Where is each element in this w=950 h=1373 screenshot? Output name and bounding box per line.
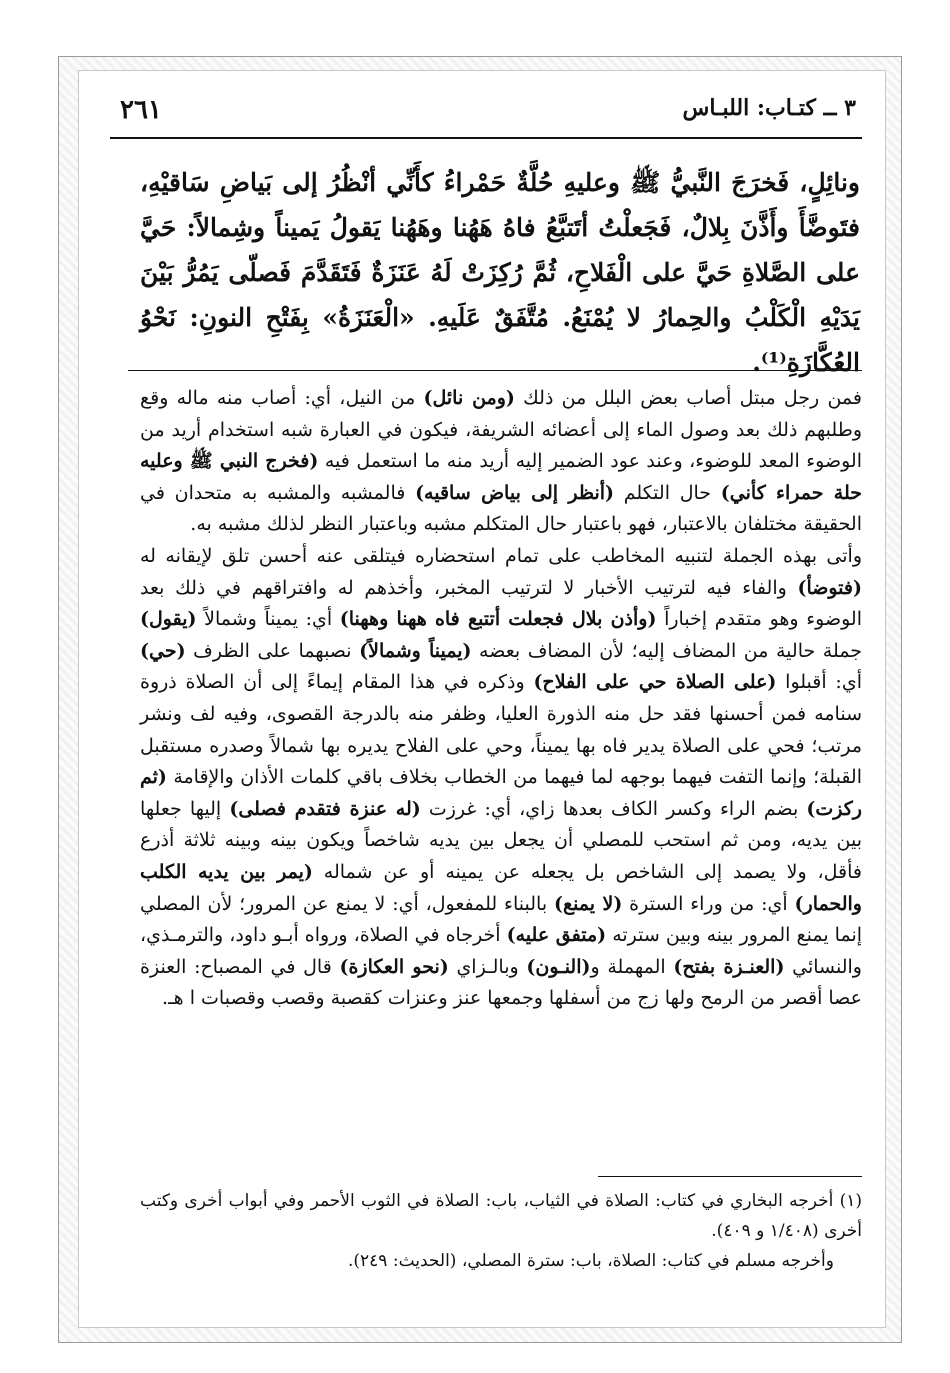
quoted-phrase: (على الصلاة حي على الفلاح)	[533, 671, 777, 694]
page-number: ٢٦١	[120, 95, 162, 125]
footnote-divider	[598, 1176, 862, 1177]
hadith-text: ونائِلٍ، فَخرَجَ النَّبيُّ ﷺ وعليهِ حُلَّةٌ حَمْراءُ كأَنِّي أنْظُرُ إلى بَياضِ سَاقيْهِ، فتَوضَّأَ وأَذَّنَ بِلالٌ، فَجَعلْتُ أتَتبَّعُ فاهُ هَهُنا وهَهُنا يَقولُ يَميناً وشِمالاً: حَيَّ على الصَّلاةِ حَيَّ على الْفَلاحِ، ثُمَّ رُكِزَتْ لَهُ عَنَزَةٌ فَتَقَدَّمَ فَصلّى يَمُرُّ بَيْنَ يَدَيْهِ الْكَلْبُ والحِمارُ لا يُمْنَعُ. مُتَّفَقٌ عَلَيهِ. «الْعَنَزَةُ» بِفَتْحِ النونِ: نَحْوُ العُكَّازَةِ⁽¹⁾.	[140, 168, 860, 377]
quoted-phrase: (ثم ركزت)	[140, 766, 862, 820]
commentary-text: بضم الراء وكسر الكاف بعدها زاي، أي: غرزت	[420, 797, 807, 820]
commentary-text: نصبهما على الظرف	[185, 639, 360, 662]
commentary-text: بالبناء للمفعول، أي: لا يمنع عن المرور؛ لأن المصلي إنما يمنع المرور بينه وبين سترته	[140, 892, 863, 947]
commentary-text: والفاء فيه لترتيب الأخبار لا لترتيب المخبر، وأخذهم له وافتراقهم في ذلك بعد الوضوء وهو متقدم إخباراً	[140, 576, 862, 631]
quoted-phrase: (وأذن بلال فجعلت أتتبع فاه ههنا وههنا)	[339, 608, 657, 631]
commentary-text: قال في المصباح: العنزة عصا أقصر من الرمح ولها زج من أسفلها وجمعها عنز وعنزات كقصبة وقصب وقصبات ا هـ.	[140, 955, 862, 1010]
quoted-phrase: (فتوضأ)	[797, 576, 862, 599]
footnote-2: وأخرجه مسلم في كتاب: الصلاة، باب: سترة المصلي، (الحديث: ٢٤٩).	[347, 1251, 834, 1271]
quoted-phrase: (فخرج النبي ﷺ وعليه حلة حمراء كأني)	[140, 450, 863, 504]
commentary-text: وبالـزاي	[448, 955, 527, 978]
quoted-phrase: (أنظر إلى بياض ساقيه)	[415, 481, 615, 504]
quoted-phrase: (يمر بين يديه الكلب والحمار)	[140, 860, 862, 915]
quoted-phrase: (يقول)	[140, 608, 197, 631]
commentary-text: إليها جعلها بين يديه، ومن ثم استحب للمصلي أن يجعل بين يديه شاخصاً ويكون بينه وبينه ثلاثة أذرع فأقل، ولا يصمد إلى الشاخص بل يجعله عن يمينه أو عن شماله	[140, 797, 862, 883]
chapter-title: ٣ ــ كتـاب: اللبـاس	[682, 95, 856, 121]
commentary-text: أي: يميناً وشمالاً	[196, 608, 340, 631]
commentary-text: وذكره في هذا المقام إيماءً إلى أن الصلاة ذروة سنامه فمن أحسنها فقد حل منه الذورة العليا، وظفر منه بالدرجة القصوى، وفيه لف ونشر مرتب؛ فحي على الصلاة يدير فاه بها يميناً، وحي على الفلاح يديره بها شمالاً وصدره مستقبل القبلة؛ وإنما التفت فيهما بوجهه لما فيهما من الخطاب بخلاف باقي كلمات الأذان والإقامة	[140, 671, 862, 789]
quoted-phrase: (حي)	[140, 639, 186, 662]
commentary-text: أي: أقبلوا	[776, 671, 862, 694]
quoted-phrase: (ومن نائل)	[423, 387, 515, 409]
commentary-text: من النيل، أي: أصاب منه ماله وقع وطلبهم ذلك بعد وصول الماء إلى أعضائه الشريفة، فيكون في العبارة شبه استخدام أريد من الوضوء المعد للوضوء، وعند عود الضمير إليه أريد منه ما استعمل فيه	[140, 387, 862, 473]
quoted-phrase: (متفق عليه)	[506, 924, 607, 947]
commentary-text: أخرجاه في الصلاة، ورواه أبـو داود، والترمـذي، والنسائي	[140, 924, 862, 978]
hadith-text-block	[140, 160, 860, 385]
commentary-text: جملة حالية من المضاف إليه؛ لأن المضاف بعضه	[471, 639, 863, 662]
commentary-text: وأتى بهذه الجملة لتنبيه المخاطب على تمام استحضاره فيتلقى عنه أحسن تلق لإيقانه له	[140, 544, 862, 567]
commentary-paragraph	[140, 541, 862, 1015]
quoted-phrase: (نحو العكازة)	[339, 955, 449, 978]
quoted-phrase: (النـون)	[526, 955, 591, 978]
commentary-block	[140, 383, 862, 1015]
commentary-text: حال التكلم	[614, 481, 721, 504]
commentary-text: أي: من وراء السترة	[622, 892, 795, 915]
quoted-phrase: (العنـزة بفتح)	[673, 955, 785, 978]
quoted-phrase: (يميناً وشمالاً)	[359, 639, 472, 662]
section-divider	[128, 370, 862, 371]
footnote-1: (١) أخرجه البخاري في كتاب: الصلاة في الثياب، باب: الصلاة في الثوب الأحمر وفي أبواب أخرى وكتب أخرى (١/٤٠٨ و ٤٠٩).	[140, 1191, 862, 1241]
commentary-paragraph	[140, 383, 862, 541]
footnotes-block	[140, 1186, 862, 1276]
commentary-text: فالمشبه والمشبه به متحدان في الحقيقة مختلفان بالاعتبار، فهو باعتبار حال المتكلم مشبه وباعتبار النظر لذلك مشبه به.	[140, 481, 862, 536]
quoted-phrase: (لا يمنع)	[553, 892, 623, 915]
commentary-text: فمن رجل مبتل أصاب بعض البلل من ذلك	[514, 387, 862, 409]
quoted-phrase: (له عنزة فتقدم فصلى)	[229, 797, 421, 820]
commentary-text: المهملة و	[590, 955, 674, 978]
page-header	[110, 93, 862, 139]
